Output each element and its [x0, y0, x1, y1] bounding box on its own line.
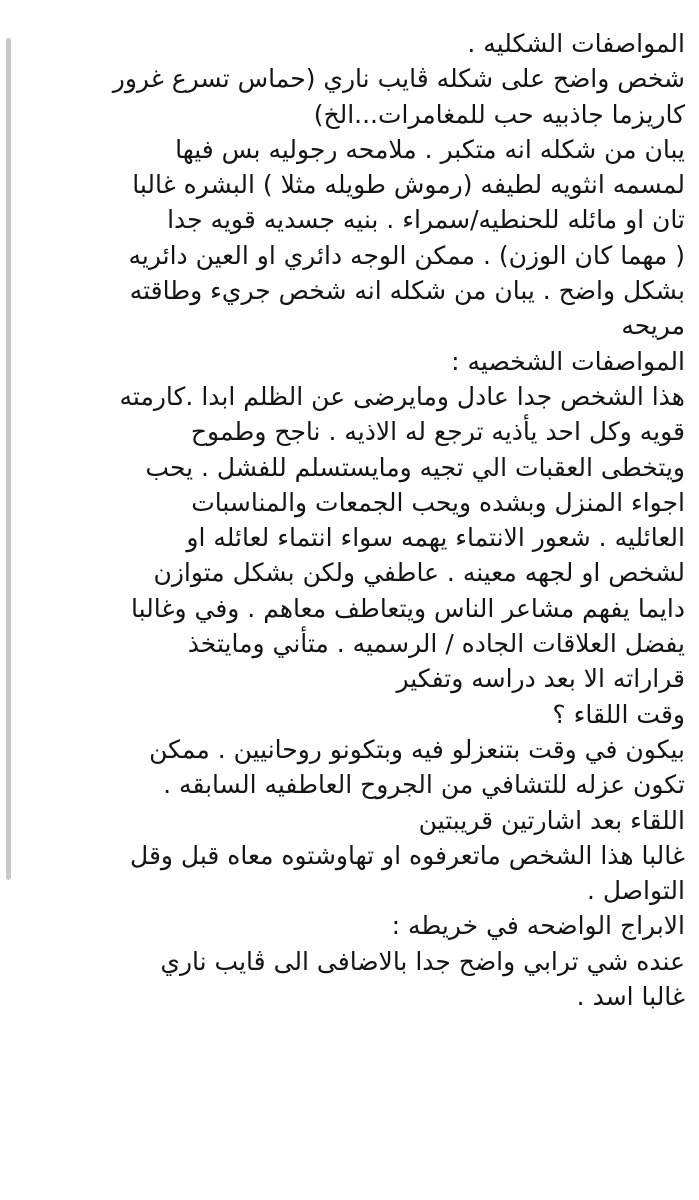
- text-line: عنده شي ترابي واضح جدا بالاضافى الى ڤايب ناري: [160, 946, 685, 976]
- text-line: لشخص او لجهه معينه . عاطفي ولكن بشكل متوازن: [153, 558, 685, 588]
- text-line: تان او مائله للحنطيه/سمراء . بنيه جسديه قويه جدا: [167, 205, 685, 235]
- note-text: [30, 26, 685, 1014]
- text-line: بيكون في وقت بتنعزلو فيه وبتكونو روحانيين . ممكن: [149, 734, 685, 764]
- text-line: وقت اللقاء ؟: [552, 699, 685, 729]
- text-line: قراراته الا بعد دراسه وتفكير: [396, 664, 685, 694]
- text-line: قويه وكل احد يأذيه ترجع له الاذيه . ناجح وطموح: [190, 417, 685, 447]
- text-line: العائليه . شعور الانتماء يهمه سواء انتماء لعائله او: [186, 523, 685, 553]
- text-line: ويتخطى العقبات الي تجيه ومايستسلم للفشل . يحب: [145, 452, 685, 482]
- text-line: شخص واضح على شكله ڤايب ناري (حماس تسرع غرور: [112, 64, 685, 94]
- text-line: بشكل واضح . يبان من شكله انه شخص جريء وطاقته: [129, 276, 685, 306]
- text-line: المواصفات الشكليه .: [467, 29, 685, 58]
- text-line: تكون عزله للتشافي من الجروح العاطفيه السابقه .: [163, 770, 685, 800]
- text-line: اللقاء بعد اشارتين قريبتين: [418, 805, 685, 835]
- text-line: لمسمه انثويه لطيفه (رموش طويله مثلا ) البشره غالبا: [132, 170, 685, 200]
- text-line: يبان من شكله انه متكبر . ملامحه رجوليه بس فيها: [175, 134, 685, 164]
- text-line: ( مهما كان الوزن) . ممكن الوجه دائري او العين دائريه: [128, 240, 685, 270]
- text-line: كاريزما جاذبيه حب للمغامرات...الخ): [313, 99, 685, 129]
- text-line: دايما يفهم مشاعر الناس ويتعاطف معاهم . وفي وغالبا: [131, 593, 685, 623]
- text-line: المواصفات الشخصيه :: [451, 346, 685, 376]
- text-line: غالبا اسد .: [576, 982, 685, 1012]
- text-line: هذا الشخص جدا عادل ومايرضى عن الظلم ابدا .كارمته: [119, 381, 685, 411]
- text-line: التواصل .: [586, 876, 685, 906]
- text-line: غالبا هذا الشخص ماتعرفوه او تهاوشتوه معاه قبل وقل: [130, 840, 685, 870]
- text-line: يفضل العلاقات الجاده / الرسميه . متأني ومايتخذ: [187, 629, 685, 659]
- scrollbar[interactable]: [6, 38, 11, 880]
- text-line: اجواء المنزل وبشده ويحب الجمعات والمناسبات: [191, 487, 685, 517]
- text-line: الابراج الواضحه في خريطه :: [391, 911, 685, 941]
- text-line: مريحه: [621, 311, 685, 341]
